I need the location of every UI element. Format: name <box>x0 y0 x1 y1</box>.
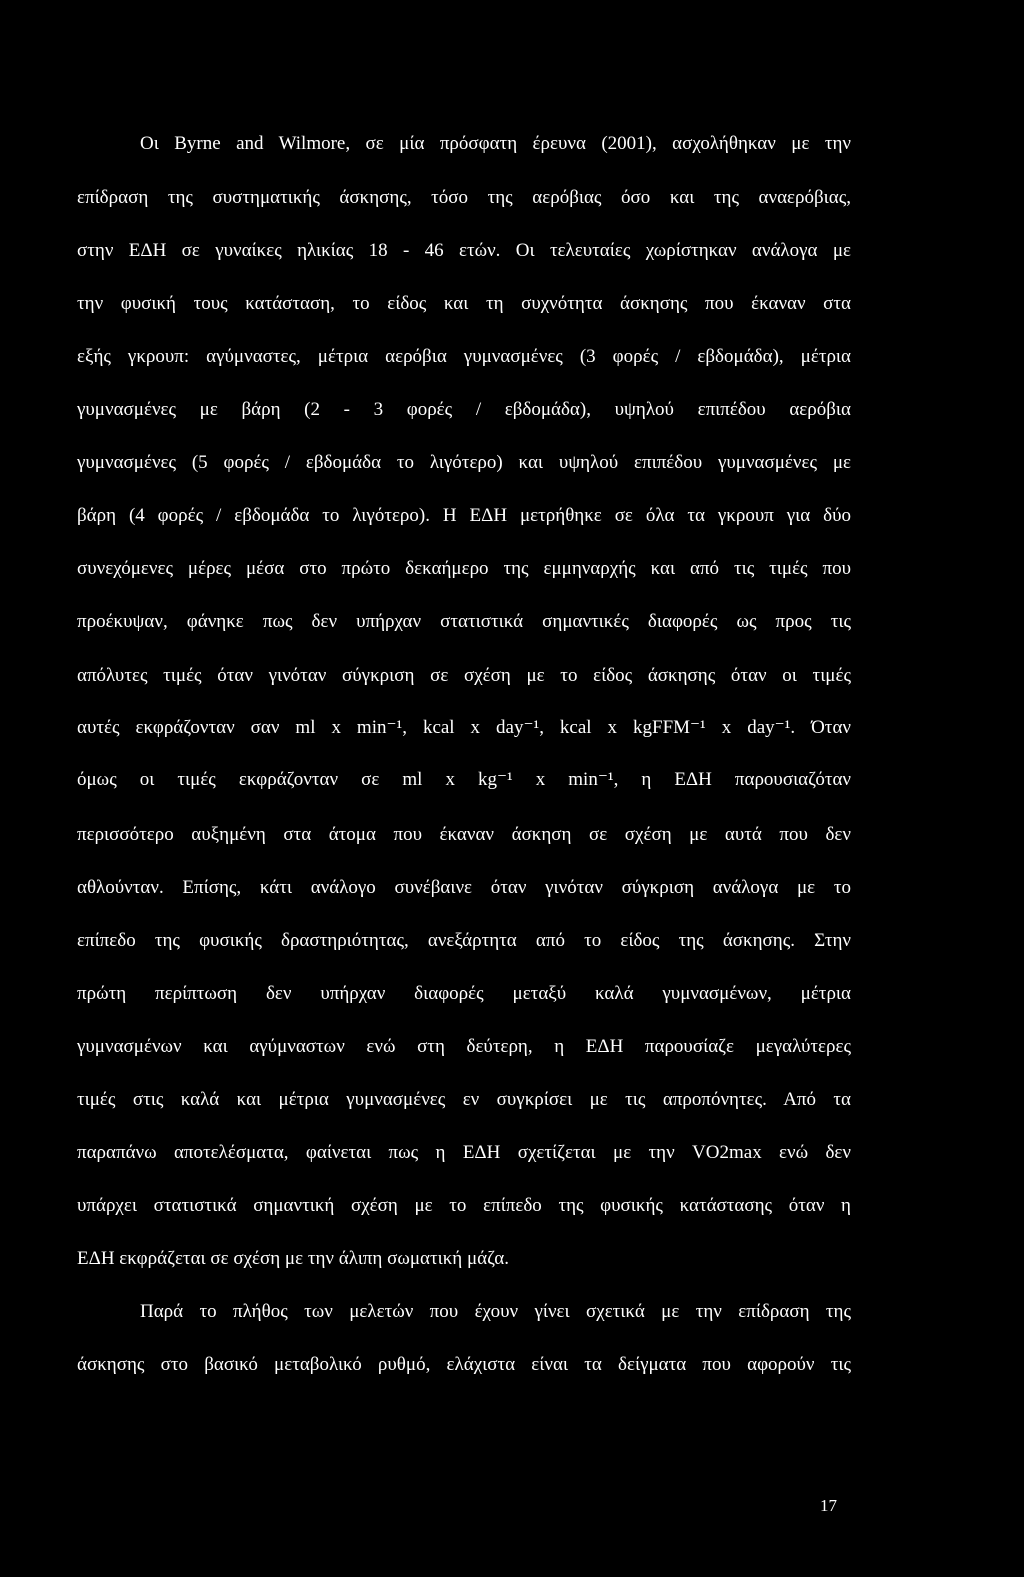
text-line-10: προέκυψαν, φάνηκε πως δεν υπήρχαν στατιστικά σημαντικές διαφορές ως προς τις <box>77 611 851 632</box>
text-line-19: τιμές στις καλά και μέτρια γυμνασμένες εν συγκρίσει με τις απροπόνητες. Από τα <box>77 1089 851 1110</box>
text-line-24: άσκησης στο βασικό μεταβολικό ρυθμό, ελάχιστα είναι τα δείγματα που αφορούν τις <box>77 1354 851 1375</box>
text-line-6: γυμνασμένες με βάρη (2 - 3 φορές / εβδομάδα), υψηλού επιπέδου αερόβια <box>77 399 851 420</box>
text-line-17: πρώτη περίπτωση δεν υπήρχαν διαφορές μεταξύ καλά γυμνασμένων, μέτρια <box>77 983 851 1004</box>
text-line-13: όμως οι τιμές εκφράζονταν σε ml x kg⁻¹ x min⁻¹, η ΕΔΗ παρουσιαζόταν <box>77 769 851 790</box>
text-line-8: βάρη (4 φορές / εβδομάδα το λιγότερο). Η ΕΔΗ μετρήθηκε σε όλα τα γκρουπ για δύο <box>77 505 851 526</box>
text-line-23: Παρά το πλήθος των μελετών που έχουν γίνει σχετικά με την επίδραση της <box>140 1301 851 1322</box>
text-line-22: ΕΔΗ εκφράζεται σε σχέση με την άλιπη σωματική μάζα. <box>77 1248 510 1269</box>
text-line-7: γυμνασμένες (5 φορές / εβδομάδα το λιγότερο) και υψηλού επιπέδου γυμνασμένες με <box>77 452 851 473</box>
text-line-14: περισσότερο αυξημένη στα άτομα που έκαναν άσκηση σε σχέση με αυτά που δεν <box>77 824 851 845</box>
text-line-2: επίδραση της συστηματικής άσκησης, τόσο της αερόβιας όσο και της αναερόβιας, <box>77 187 851 208</box>
text-line-3: στην ΕΔΗ σε γυναίκες ηλικίας 18 - 46 ετών. Οι τελευταίες χωρίστηκαν ανάλογα με <box>77 240 851 261</box>
text-line-1: Οι Byrne and Wilmore, σε μία πρόσφατη έρευνα (2001), ασχολήθηκαν με την <box>140 133 851 154</box>
text-line-4: την φυσική τους κατάσταση, το είδος και τη συχνότητα άσκησης που έκαναν στα <box>77 293 851 314</box>
text-line-12: αυτές εκφράζονταν σαν ml x min⁻¹, kcal x day⁻¹, kcal x kgFFM⁻¹ x day⁻¹. Όταν <box>77 717 851 738</box>
text-line-21: υπάρχει στατιστικά σημαντική σχέση με το επίπεδο της φυσικής κατάστασης όταν η <box>77 1195 851 1216</box>
text-line-9: συνεχόμενες μέρες μέσα στο πρώτο δεκαήμερο της εμμηναρχής και από τις τιμές που <box>77 558 851 579</box>
page-number: 17 <box>820 1496 837 1515</box>
text-line-5: εξής γκρουπ: αγύμναστες, μέτρια αερόβια γυμνασμένες (3 φορές / εβδομάδα), μέτρια <box>77 346 851 367</box>
text-line-20: παραπάνω αποτελέσματα, φαίνεται πως η ΕΔΗ σχετίζεται με την VO2max ενώ δεν <box>77 1142 851 1163</box>
text-line-18: γυμνασμένων και αγύμναστων ενώ στη δεύτερη, η ΕΔΗ παρουσίαζε μεγαλύτερες <box>77 1036 851 1057</box>
text-line-15: αθλούνταν. Επίσης, κάτι ανάλογο συνέβαινε όταν γινόταν σύγκριση ανάλογα με το <box>77 877 851 898</box>
text-line-11: απόλυτες τιμές όταν γινόταν σύγκριση σε σχέση με το είδος άσκησης όταν οι τιμές <box>77 665 851 686</box>
text-line-16: επίπεδο της φυσικής δραστηριότητας, ανεξάρτητα από το είδος της άσκησης. Στην <box>77 930 851 951</box>
